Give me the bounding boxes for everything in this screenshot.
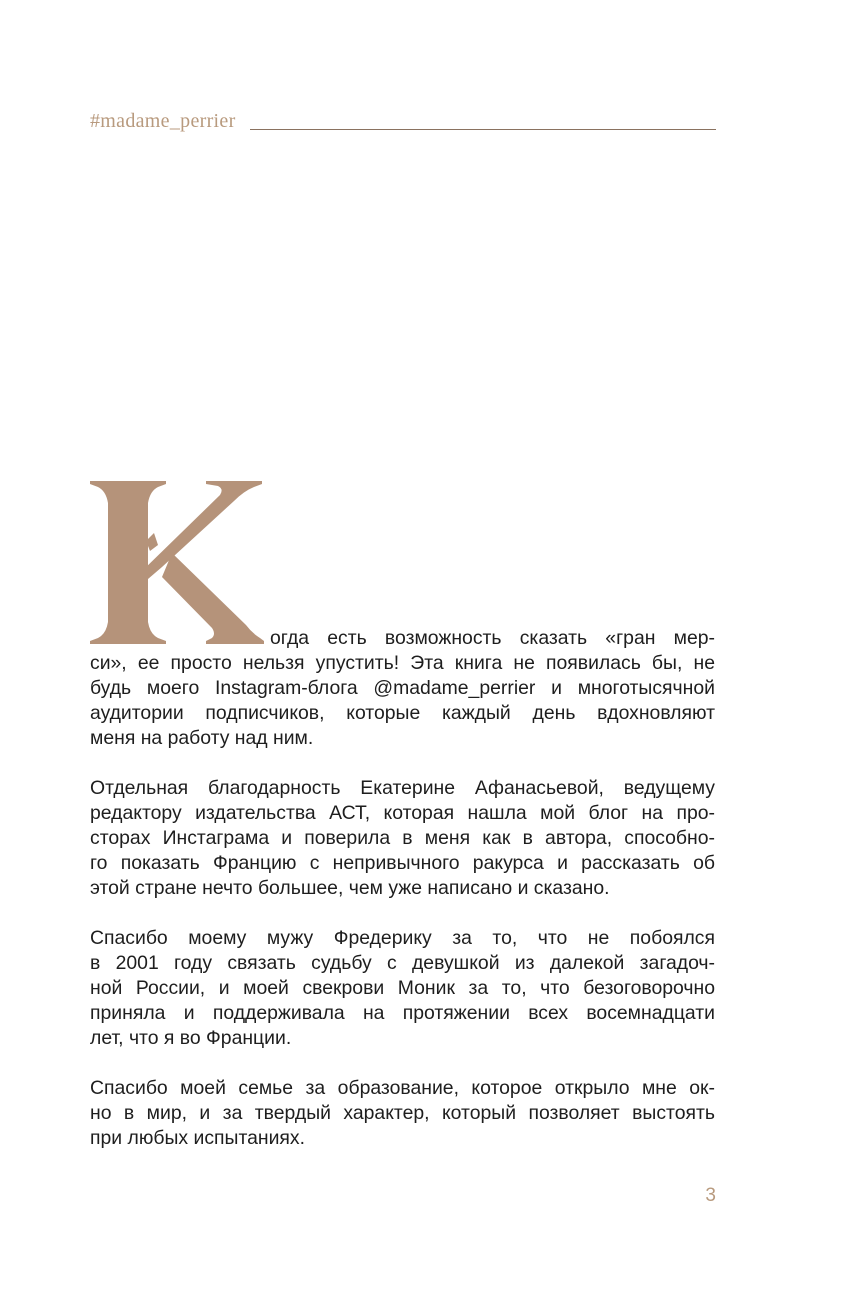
text-line: редактору издательства АСТ, которая нашла мой блог на про- (90, 802, 715, 824)
text-line: лет, что я во Франции. (90, 1027, 292, 1049)
text-line: аудитории подписчиков, которые каждый день вдохновляют (90, 702, 715, 724)
page-number: 3 (705, 1185, 716, 1206)
dropcap-letter (88, 481, 264, 644)
text-line: Отдельная благодарность Екатерине Афанасьевой, ведущему (90, 777, 715, 799)
running-header (90, 108, 716, 134)
text-line: Спасибо моему мужу Фредерику за то, что не побоялся (90, 927, 715, 949)
text-line: сторах Инстаграма и поверила в меня как в автора, способно- (90, 827, 715, 849)
text-line: в 2001 году связать судьбу с девушкой из далекой загадоч- (90, 952, 715, 974)
header-hashtag: #madame_perrier (90, 110, 236, 132)
text-line: си», ее просто нельзя упустить! Эта книга не появилась бы, не (90, 652, 715, 674)
header-rule (250, 129, 716, 130)
text-line: меня на работу над ним. (90, 727, 314, 749)
text-line: ной России, и моей свекрови Моник за то, что безоговорочно (90, 977, 715, 999)
text-line: Спасибо моей семье за образование, которое открыло мне ок- (90, 1077, 715, 1099)
text-line: го показать Францию с непривычного ракурса и рассказать об (90, 852, 715, 874)
paragraph-3 (90, 926, 715, 1051)
paragraph-4 (90, 1076, 715, 1151)
text-line: приняла и поддерживала на протяжении всех восемнадцати (90, 1002, 715, 1024)
paragraph-2 (90, 776, 715, 901)
text-line: огда есть возможность сказать «гран мер- (270, 627, 715, 649)
text-line: при любых испытаниях. (90, 1127, 306, 1149)
text-line: будь моего Instagram-блога @madame_perrier и многотысячной (90, 677, 715, 699)
text-line: но в мир, и за твердый характер, который позволяет выстоять (90, 1102, 715, 1124)
paragraph-1 (90, 626, 715, 751)
text-line: этой стране нечто большее, чем уже написано и сказано. (90, 877, 610, 899)
